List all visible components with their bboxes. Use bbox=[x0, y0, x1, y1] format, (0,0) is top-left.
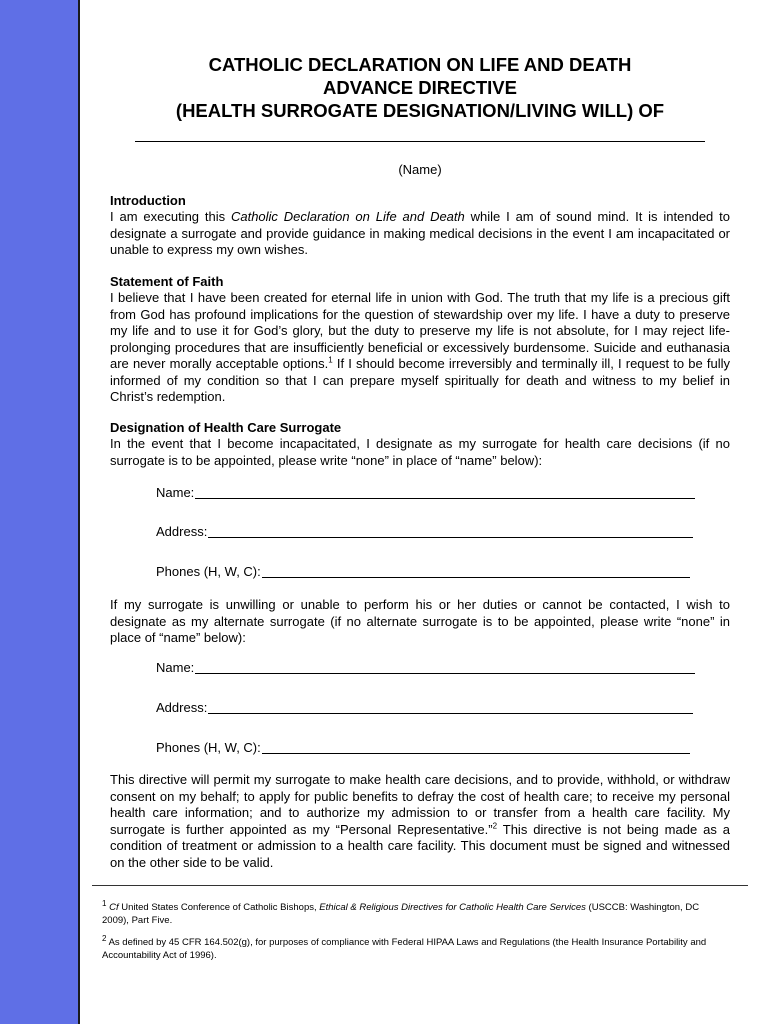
alternate-address-field[interactable] bbox=[156, 700, 693, 716]
footnote-ref-1: 1 bbox=[328, 355, 333, 365]
introduction-text: I am executing this Catholic Declaration on Life and Death while I am of sound mind. It is intended to designate a surrogate and provide guidance in making medical decisions in the event I am incapacitated or unable to express my own wishes. bbox=[110, 209, 730, 257]
footnote-separator bbox=[92, 885, 748, 886]
designation-text: In the event that I become incapacitated, I designate as my surrogate for health care decisions (if no surrogate is to be appointed, please write “none” in place of “name” below): bbox=[110, 436, 730, 468]
surrogate-address-field[interactable] bbox=[156, 524, 693, 540]
declarant-name-line[interactable] bbox=[135, 141, 705, 142]
surrogate-phones-line[interactable] bbox=[262, 565, 690, 578]
title-line-3: (HEALTH SURROGATE DESIGNATION/LIVING WILL) OF bbox=[175, 100, 665, 121]
surrogate-address-line[interactable] bbox=[208, 525, 693, 538]
name-label: Name: bbox=[156, 485, 195, 500]
left-margin-bar bbox=[0, 0, 80, 1024]
title-line-1: CATHOLIC DECLARATION ON LIFE AND DEATH bbox=[208, 54, 632, 75]
faith-text: I believe that I have been created for eternal life in union with God. The truth that my life is a precious gift from God has profound implications for the question of stewardship over my life. I have a duty to preserve my life and to use it for God’s glory, but the duty to preserve my life is not absolute, for I may reject life-prolonging procedures that are insufficiently beneficial or excessively burdensome. Suicide and euthanasia are never morally acceptable options.$^1$ If I should become irreversibly and terminally ill, I request to be fully informed of my condition so that I can prepare myself spiritually for death and witness to my belief in Christ’s redemption. bbox=[110, 290, 731, 404]
phones-label: Phones (H, W, C): bbox=[156, 740, 261, 755]
footnote-ref-2: 2 bbox=[492, 821, 498, 831]
alternate-address-line[interactable] bbox=[208, 701, 693, 714]
designation-heading: Designation of Health Care Surrogate bbox=[110, 420, 342, 435]
name-label: Name: bbox=[156, 660, 195, 675]
alternate-phones-field[interactable] bbox=[156, 740, 690, 756]
name-caption: (Name) bbox=[398, 162, 442, 177]
surrogate-name-line[interactable] bbox=[195, 486, 695, 499]
introduction-heading: Introduction bbox=[110, 193, 186, 208]
title-line-2: ADVANCE DIRECTIVE bbox=[323, 77, 517, 98]
footnote-2: $^2$ As defined by 45 CFR 164.502(g), for purposes of compliance with Federal HIPAA Laws and Regulations (the Health Insurance Portability and Accountability Act of 1996). bbox=[102, 933, 707, 961]
faith-heading: Statement of Faith bbox=[110, 274, 224, 289]
alternate-name-field[interactable] bbox=[156, 660, 695, 676]
phones-label: Phones (H, W, C): bbox=[156, 564, 261, 579]
alternate-name-line[interactable] bbox=[195, 661, 695, 674]
footnote-1: $^1$ Cf United States Conference of Catholic Bishops, Ethical & Religious Directives for Catholic Health Care Services (USCCB: Washington, DC 2009), Part Five. bbox=[102, 898, 700, 926]
address-label: Address: bbox=[156, 700, 208, 715]
alternate-surrogate-text: If my surrogate is unwilling or unable to perform his or her duties or cannot be contacted, I wish to designate as my alternate surrogate (if no alternate surrogate is to be appointed, please write “none” in place of “name” below): bbox=[110, 597, 730, 645]
surrogate-phones-field[interactable] bbox=[156, 564, 690, 580]
alternate-phones-line[interactable] bbox=[262, 741, 690, 754]
document-title bbox=[110, 53, 730, 122]
address-label: Address: bbox=[156, 524, 208, 539]
surrogate-name-field[interactable] bbox=[156, 485, 695, 501]
directive-text: This directive will permit my surrogate to make health care decisions, and to provide, withhold, or withdraw consent on my behalf; to apply for public benefits to defray the cost of health care; to receive my personal health care information; and to authorize my admission to or transfer from a health care facility. My surrogate is further appointed as my “Personal Representative.”$^2$ This directive is not being made as a condition of treatment or admission to a health care facility. This document must be signed and witnessed on the other side to be valid. bbox=[110, 772, 731, 870]
